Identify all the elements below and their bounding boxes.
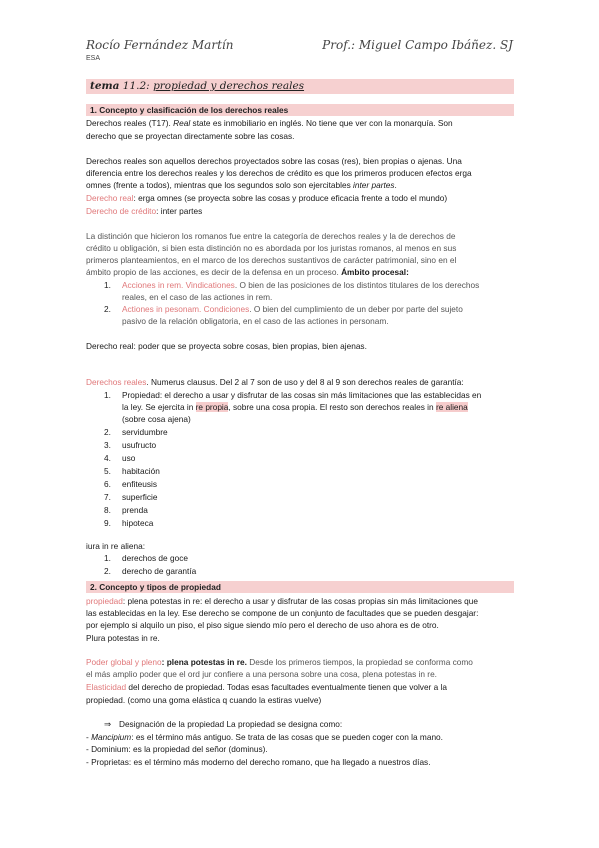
paragraph-line: propiedad: plena potestas in re: el derecho a usar y disfrutar de las cosas propias sin más limitaciones que (86, 596, 479, 606)
arrow-icon: ⇒ (104, 719, 111, 729)
list-item-continuation: (sobre cosa ajena) (122, 414, 191, 424)
definition-derecho-real: Derecho real: erga omnes (se proyecta sobre las cosas y produce eficacia frente a todo el mundo) (86, 193, 448, 203)
list-item: - Proprietas: es el término más moderno del derecho romano, que ha llegado a nuestros días. (86, 757, 431, 767)
list-item: 2. servidumbre (104, 427, 168, 437)
paragraph-line: La distinción que hicieron los romanos fue entre la categoría de derechos reales y la de derechos de (86, 231, 456, 241)
list-item: - Dominium: es la propiedad del señor (dominus). (86, 744, 268, 754)
paragraph-line: ámbito propio de las acciones, es decir de la defensa en un proceso. Ámbito procesal: (86, 267, 409, 277)
paragraph-line: Elasticidad del derecho de propiedad. Todas esas facultades eventualmente tienen que volver a la (86, 682, 448, 692)
paragraph-line: Derechos reales son aquellos derechos proyectados sobre las cosas (res), bien propias o ajenas. Una (86, 156, 462, 166)
page-title (90, 80, 304, 92)
section2-heading: 2. Concepto y tipos de propiedad (90, 582, 221, 592)
list-item: 8. prenda (104, 505, 148, 515)
list-item: 5. habitación (104, 466, 160, 476)
designation-line: ⇒ Designación de la propiedad La propiedad se designa como: (104, 719, 343, 729)
professor-name: Prof.: Miguel Campo Ibáñez. SJ (322, 38, 513, 52)
list-item: 3. usufructo (104, 440, 157, 450)
paragraph-line: derecho que se proyectan directamente sobre las cosas. (86, 131, 295, 141)
paragraph-line: por ejemplo si alquilo un piso, el piso sigue siendo mío pero el derecho de uso ahora es de otro. (86, 620, 439, 630)
paragraph-line: Poder global y pleno: plena potestas in re. Desde los primeros tiempos, la propiedad se conforma como (86, 657, 473, 667)
paragraph-line: diferencia entre los derechos reales y los derechos de crédito es que los primeros producen efectos erga (86, 168, 472, 178)
section1-heading: 1. Concepto y clasificación de los derechos reales (90, 105, 289, 115)
paragraph-line: Derechos reales (T17). Real state es inmobiliario en inglés. No tiene que ver con la monarquía. Son (86, 118, 453, 128)
paragraph-line: las establecidas en la ley. Ese derecho se compone de un conjunto de facultades que se pueden desgajar: (86, 608, 479, 618)
paragraph-line: omnes (frente a todos), mientras que los segundos solo son ejercitables inter partes. (86, 180, 397, 190)
paragraph-line: el más amplio poder que el ord jur confiere a una persona sobre una cosa, plena potestas in re. (86, 669, 437, 679)
list-item-continuation: reales, en el caso de las actiones in rem. (122, 292, 273, 302)
paragraph-line: primeros planteamientos, en el marco de los derechos sustantivos de carácter patrimonial, sino en el (86, 255, 457, 265)
author-subtitle: ESA (86, 55, 101, 62)
list-item: 9. hipoteca (104, 518, 154, 528)
list-item: 1. Acciones in rem. Vindicationes. O bien de las posiciones de los distintos titulares de los derechos (104, 280, 480, 290)
list-item: 4. uso (104, 453, 136, 463)
author-name: Rocío Fernández Martín (86, 38, 234, 52)
definition-derecho-credito: Derecho de crédito: inter partes (86, 206, 203, 216)
list-item-continuation: pasivo de la relación obligatoria, en el caso de las actiones in personam. (122, 316, 389, 326)
title-number: 11.2: (122, 80, 150, 92)
paragraph-line: Derecho real: poder que se proyecta sobre cosas, bien propias, bien ajenas. (86, 341, 367, 351)
list-item: 1. Propiedad: el derecho a usar y disfrutar de las cosas sin más limitaciones que las establecidas en (104, 390, 482, 400)
paragraph-line: propiedad. (como una goma elástica q cuando la estiras vuelve) (86, 695, 322, 705)
list-item: 2. derecho de garantía (104, 566, 197, 576)
paragraph-line: crédito u obligación, si bien esta distinción no es abordada por los juristas romanos, al menos en sus (86, 243, 457, 253)
iura-heading: iura in re aliena: (86, 541, 146, 551)
list-item: - Mancipium: es el término más antiguo. Se trata de las cosas que se pueden coger con la mano. (86, 732, 443, 742)
list-item: 6. enfiteusis (104, 479, 158, 489)
list-item: 2. Actiones in pesonam. Condiciones. O bien del cumplimiento de un deber por parte del sujeto (104, 304, 463, 314)
list-item-continuation: la ley. Se ejercita in re propia, sobre una cosa propia. El resto son derechos reales in re aliena (122, 402, 468, 412)
paragraph-line: Plura potestas in re. (86, 633, 160, 643)
list-item: 1. derechos de goce (104, 553, 188, 563)
list-item: 7. superficie (104, 492, 158, 502)
title-text: propiedad y derechos reales (153, 80, 305, 92)
title-prefix: tema (90, 80, 120, 92)
numerus-clausus-line: Derechos reales. Numerus clausus. Del 2 al 7 son de uso y del 8 al 9 son derechos reales de garantía: (86, 377, 464, 387)
